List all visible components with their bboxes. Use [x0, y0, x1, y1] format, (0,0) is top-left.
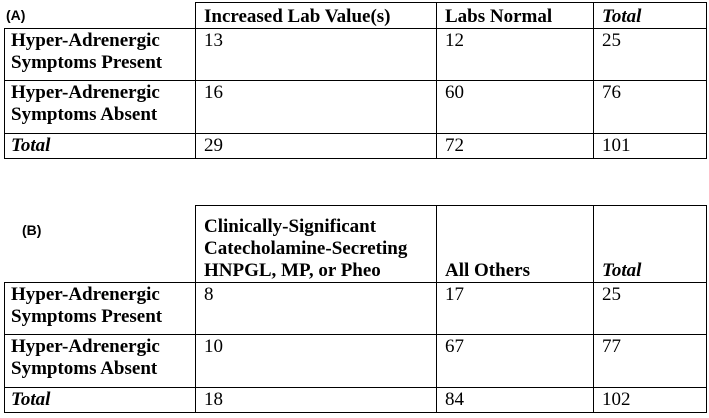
table-b-row-label-absent — [5, 335, 196, 388]
table-b-header-row — [5, 206, 707, 283]
table-cell: 84 — [437, 388, 594, 413]
row-label-line: Symptoms Present — [11, 52, 163, 73]
row-label-line: Symptoms Absent — [11, 358, 158, 379]
header-line: Catecholamine-Secreting — [204, 238, 408, 259]
row-label-line: Symptoms Absent — [11, 104, 158, 125]
table-cell: 13 — [196, 29, 437, 81]
table-b-header-significant — [196, 206, 437, 283]
table-cell: 29 — [196, 134, 437, 159]
table-cell: 25 — [594, 283, 707, 335]
table-cell: 102 — [594, 388, 707, 413]
contingency-table-b — [4, 205, 707, 413]
panel-b-label: (B) — [22, 222, 42, 238]
header-line: Clinically-Significant — [204, 216, 377, 237]
table-a-row-label-present — [5, 29, 196, 81]
table-b-total-row — [5, 388, 707, 413]
table-a-header-row — [5, 3, 707, 29]
table-row — [5, 29, 707, 81]
row-label-line: Hyper-Adrenergic — [11, 82, 160, 103]
table-row — [5, 335, 707, 388]
table-cell: 76 — [594, 81, 707, 134]
table-a-total-label: Total — [5, 134, 196, 159]
table-cell: 16 — [196, 81, 437, 134]
table-cell: 17 — [437, 283, 594, 335]
table-a-corner-cell — [5, 3, 196, 29]
table-cell: 101 — [594, 134, 707, 159]
table-cell: 60 — [437, 81, 594, 134]
table-cell: 72 — [437, 134, 594, 159]
contingency-table-a — [4, 2, 707, 159]
table-cell: 77 — [594, 335, 707, 388]
table-cell: 12 — [437, 29, 594, 81]
table-b-row-label-present — [5, 283, 196, 335]
row-label-line: Hyper-Adrenergic — [11, 336, 160, 357]
table-a-header-total: Total — [594, 3, 707, 29]
table-cell: 18 — [196, 388, 437, 413]
table-cell: 67 — [437, 335, 594, 388]
table-b-header-total: Total — [594, 206, 707, 283]
table-b-corner-cell — [5, 206, 196, 283]
header-line: HNPGL, MP, or Pheo — [204, 260, 381, 281]
table-a-header-increased: Increased Lab Value(s) — [196, 3, 437, 29]
panel-a-label: (A) — [6, 7, 26, 23]
table-b-header-others: All Others — [437, 206, 594, 283]
row-label-line: Hyper-Adrenergic — [11, 284, 160, 305]
table-cell: 10 — [196, 335, 437, 388]
table-a-total-row — [5, 134, 707, 159]
table-a-row-label-absent — [5, 81, 196, 134]
table-row — [5, 283, 707, 335]
table-cell: 8 — [196, 283, 437, 335]
row-label-line: Hyper-Adrenergic — [11, 30, 160, 51]
table-row — [5, 81, 707, 134]
table-a-header-normal: Labs Normal — [437, 3, 594, 29]
table-cell: 25 — [594, 29, 707, 81]
table-b-total-label: Total — [5, 388, 196, 413]
row-label-line: Symptoms Present — [11, 306, 163, 327]
